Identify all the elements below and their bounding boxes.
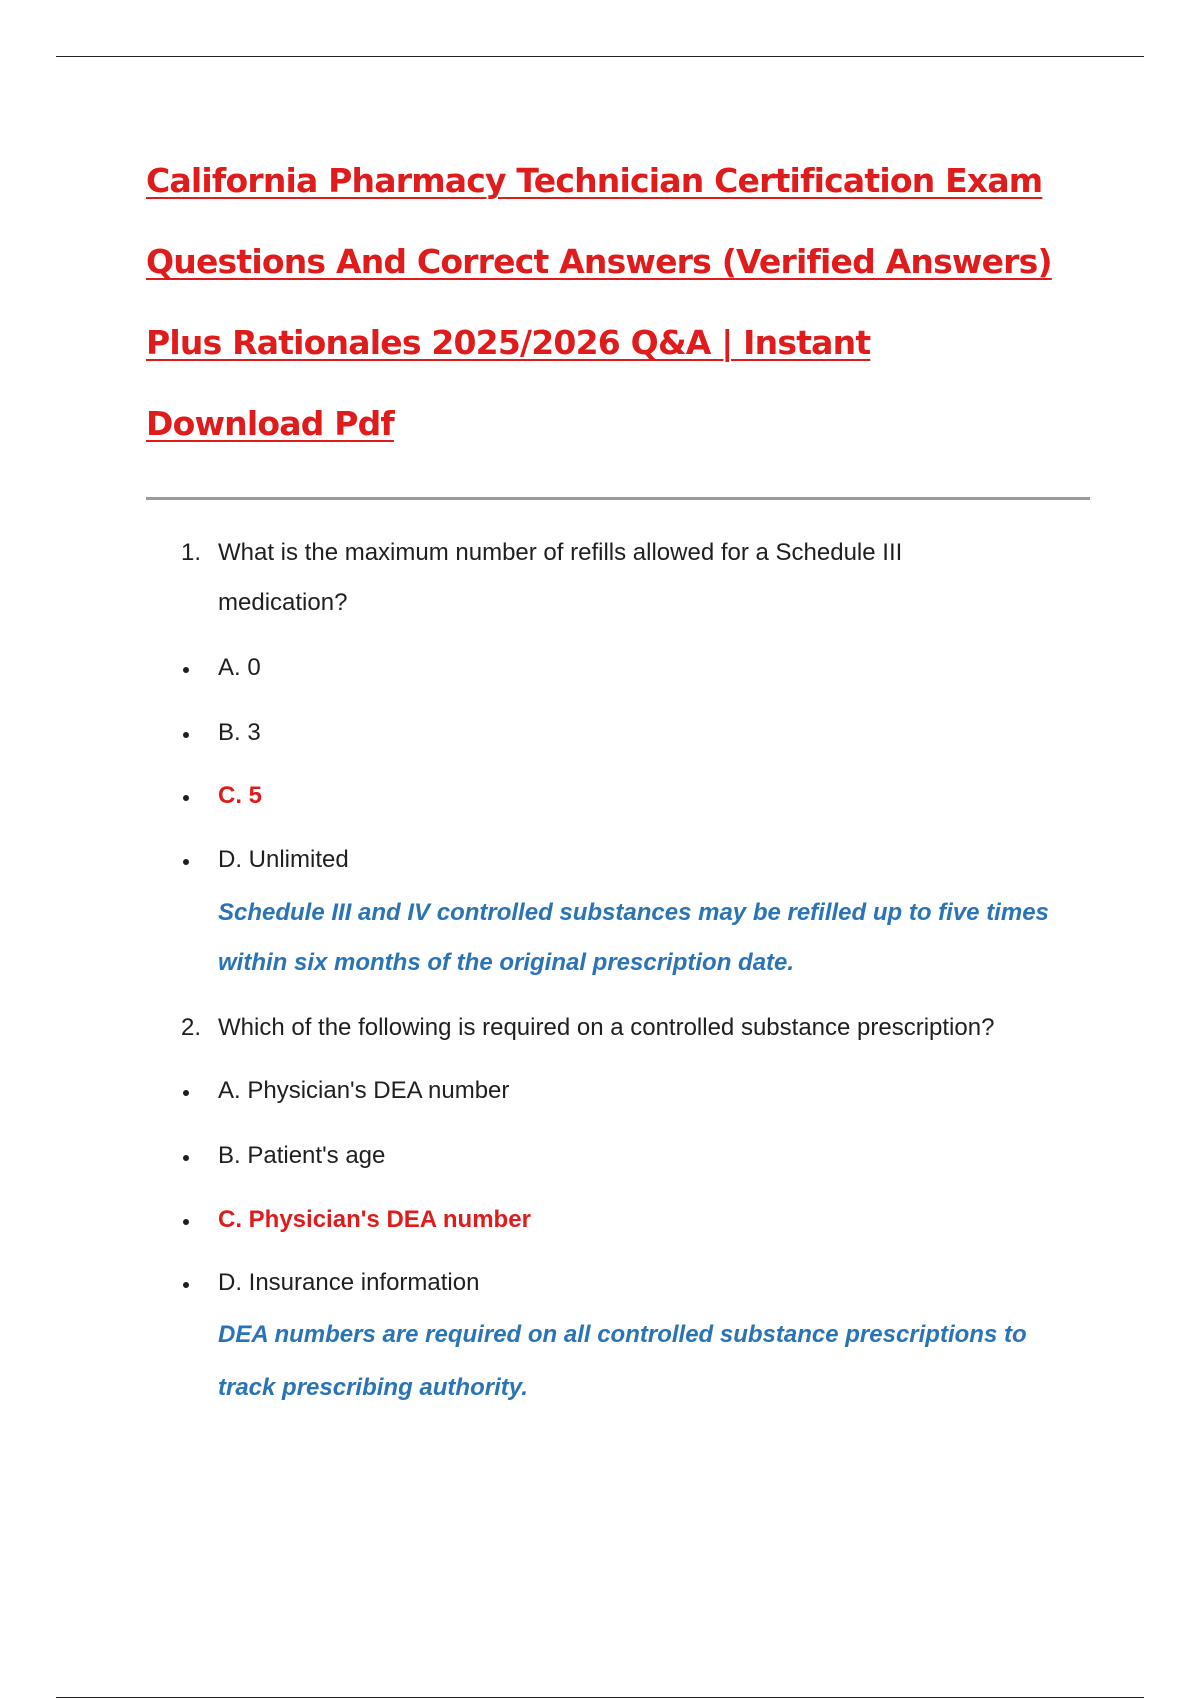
rationale-text: Schedule III and IV controlled substances may be refilled up to five times: [218, 899, 1049, 926]
bullet-icon: [183, 1282, 189, 1288]
option-d: D. Insurance information: [218, 1269, 480, 1296]
option-d: D. Unlimited: [218, 846, 349, 873]
document-title: [146, 140, 1106, 464]
page-bottom-rule: [56, 1697, 1144, 1698]
bullet-icon: [183, 859, 189, 865]
rationale-text-continued: within six months of the original prescription date.: [218, 949, 795, 976]
title-line-2: Questions And Correct Answers (Verified Answers): [146, 242, 1052, 281]
option-c-correct: C. 5: [218, 782, 263, 809]
bullet-icon: [183, 667, 189, 673]
option-b: B. 3: [218, 719, 261, 746]
question-text: What is the maximum number of refills allowed for a Schedule III: [218, 539, 903, 566]
question-number: 1.: [181, 539, 202, 566]
title-line-3: Plus Rationales 2025/2026 Q&A | Instant: [146, 323, 871, 362]
option-c-correct: C. Physician's DEA number: [218, 1206, 531, 1233]
title-divider: [146, 497, 1090, 500]
rationale-text: DEA numbers are required on all controlled substance prescriptions to: [218, 1321, 1027, 1348]
bullet-icon: [183, 1219, 189, 1225]
question-number: 2.: [181, 1014, 202, 1041]
title-line-4: Download Pdf: [146, 404, 394, 443]
option-b: B. Patient's age: [218, 1142, 386, 1169]
option-a: A. 0: [218, 654, 261, 681]
bullet-icon: [183, 795, 189, 801]
question-text: Which of the following is required on a controlled substance prescription?: [218, 1014, 995, 1041]
bullet-icon: [183, 732, 189, 738]
page-top-rule: [56, 56, 1144, 57]
bullet-icon: [183, 1155, 189, 1161]
title-line-1: California Pharmacy Technician Certification Exam: [146, 161, 1043, 200]
bullet-icon: [183, 1090, 189, 1096]
option-a: A. Physician's DEA number: [218, 1077, 510, 1104]
rationale-text-continued: track prescribing authority.: [218, 1374, 528, 1401]
question-text-continued: medication?: [218, 589, 348, 616]
